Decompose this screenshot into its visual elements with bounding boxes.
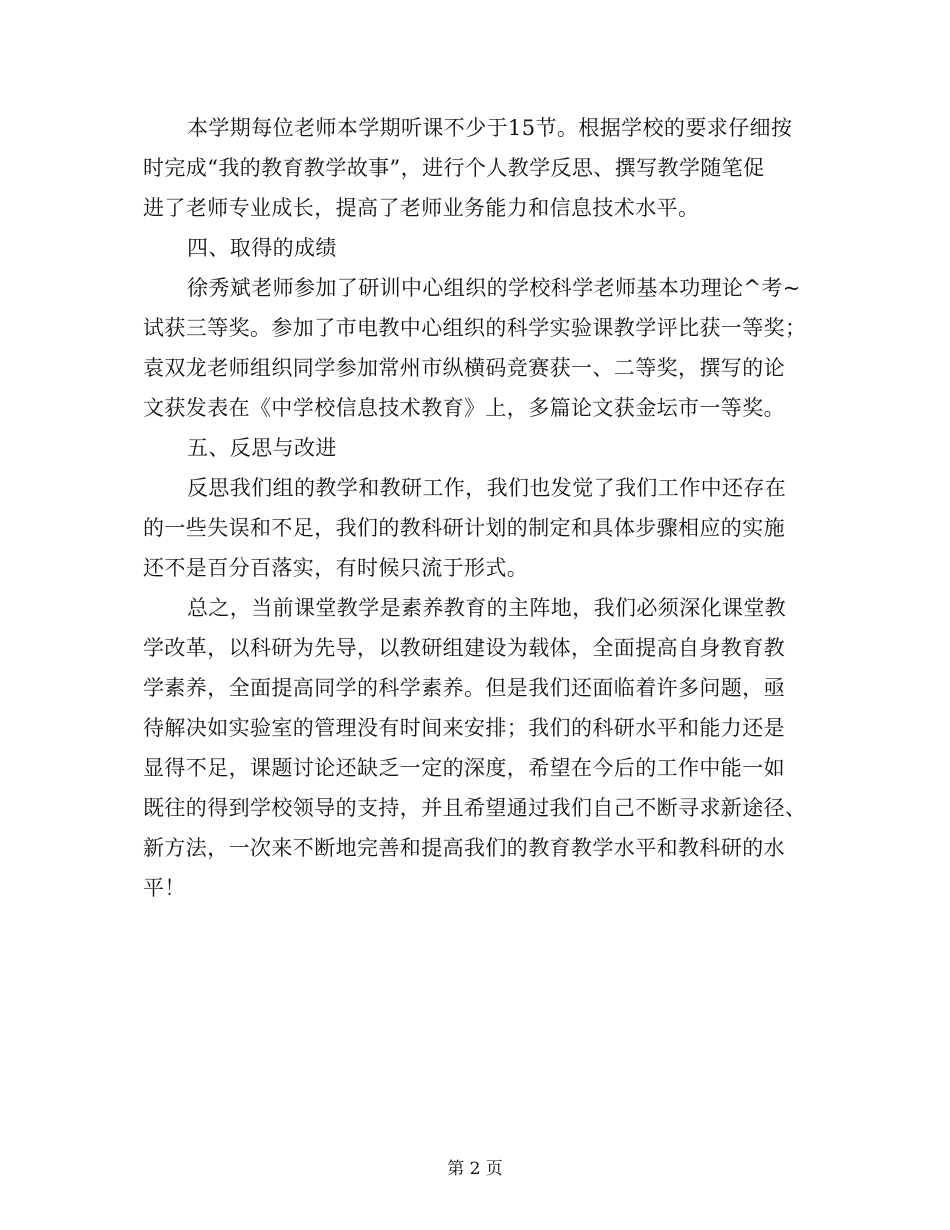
text-line: 的一些失误和不足，我们的教科研计划的制定和具体步骤相应的实施 — [143, 516, 785, 540]
text-line: 时完成“我的教育教学故事”，进行个人教学反思、撰写教学随笔促 — [143, 156, 765, 180]
page-number: 第 2 页 — [447, 1159, 503, 1179]
text-line: 新方法，一次来不断地完善和提高我们的教育教学水平和教科研的水 — [143, 836, 785, 860]
text-line: 反思我们组的教学和教研工作，我们也发觉了我们工作中还存在 — [187, 476, 787, 500]
section-heading: 四、取得的成绩 — [187, 236, 337, 260]
text-line: 进了老师专业成长，提高了老师业务能力和信息技术水平。 — [143, 196, 700, 220]
section-heading-achievements — [143, 228, 813, 268]
text-line: 徐秀斌老师参加了研训中心组织的学校科学老师基本功理论^考~ — [187, 276, 801, 300]
section-heading: 五、反思与改进 — [187, 436, 337, 460]
paragraph-reflection — [143, 468, 813, 588]
paragraph-listening-requirement — [143, 108, 813, 228]
paragraph-summary — [143, 588, 813, 908]
text-line: 总之，当前课堂教学是素养教育的主阵地，我们必须深化课堂教 — [187, 596, 787, 620]
document-body — [143, 108, 813, 908]
text-line: 学改革，以科研为先导，以教研组建设为载体，全面提高自身教育教 — [143, 636, 785, 660]
text-line: 平！ — [143, 876, 186, 900]
text-line: 待解决如实验室的管理没有时间来安排；我们的科研水平和能力还是 — [143, 716, 785, 740]
text-line: 试获三等奖。参加了市电教中心组织的科学实验课教学评比获一等奖； — [143, 316, 807, 340]
section-heading-reflection — [143, 428, 813, 468]
text-line: 既往的得到学校领导的支持，并且希望通过我们自己不断寻求新途径、 — [143, 796, 807, 820]
text-line: 显得不足，课题讨论还缺乏一定的深度，希望在今后的工作中能一如 — [143, 756, 785, 780]
text-line: 本学期每位老师本学期听课不少于15节。根据学校的要求仔细按 — [187, 116, 793, 140]
text-line: 袁双龙老师组织同学参加常州市纵横码竞赛获一、二等奖，撰写的论 — [143, 356, 785, 380]
text-line: 文获发表在《中学校信息技术教育》上，多篇论文获金坛市一等奖。 — [143, 396, 785, 420]
paragraph-achievements — [143, 268, 813, 428]
text-line: 还不是百分百落实，有时候只流于形式。 — [143, 556, 529, 580]
text-line: 学素养，全面提高同学的科学素养。但是我们还面临着许多问题，亟 — [143, 676, 785, 700]
